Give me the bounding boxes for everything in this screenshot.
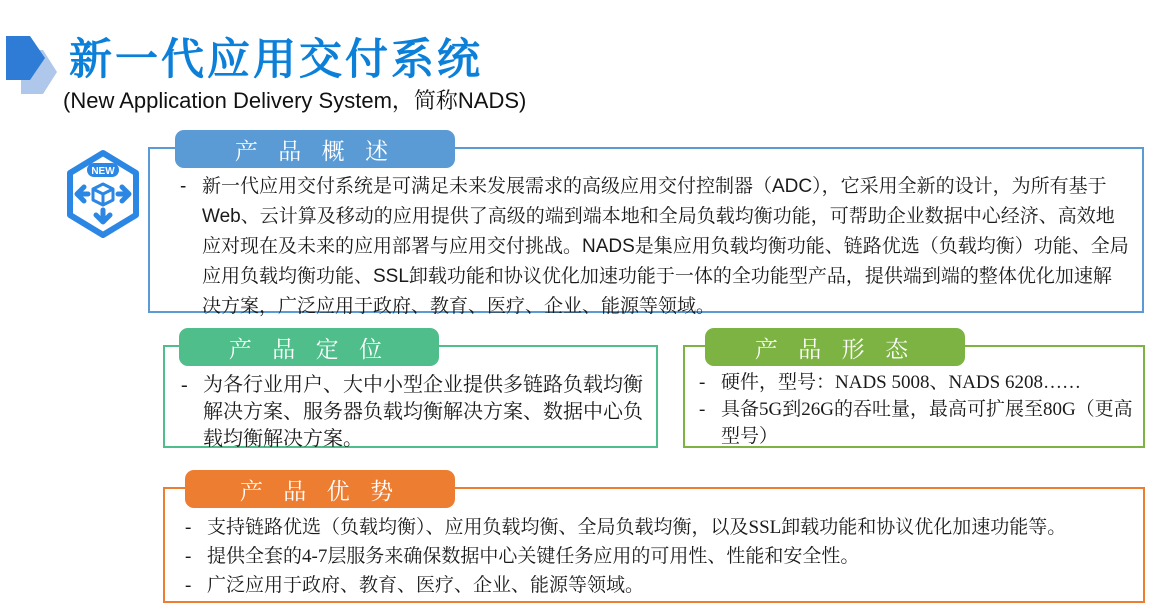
page-title: 新一代应用交付系统 [69,36,483,84]
bullet-item [699,396,1137,450]
new-product-hexagon-icon [64,149,142,239]
bullet-item [185,571,1135,600]
new-badge-label: NEW [91,166,115,177]
dash-bullet: - [185,575,192,596]
dash-bullet: - [699,372,706,393]
bullet-item [699,369,1137,396]
bullet-item [185,513,1135,542]
dash-bullet: - [699,399,706,420]
panel-product-positioning [163,335,658,450]
bullet-text: 为各行业用户、大中小型企业提供多链路负载均衡解决方案、服务器负载均衡解决方案、数据中心负载均衡解决方案。 [203,374,643,450]
bullet-text: 支持链路优选（负载均衡）、应用负载均衡、全局负载均衡，以及SSL卸载功能和协议优化加速功能等。 [207,517,1067,538]
bullet-text: 提供全套的4-7层服务来确保数据中心关键任务应用的可用性、性能和安全性。 [207,546,860,567]
dash-bullet: - [181,374,188,396]
panel-product-overview [148,137,1144,317]
product-positioning-header: 产 品 定 位 [179,328,439,366]
bullet-item [180,172,1130,322]
bullet-text: 广泛应用于政府、教育、医疗、企业、能源等领域。 [207,575,645,596]
bullet-item [185,542,1135,571]
dash-bullet: - [185,517,192,538]
panel-product-form [683,335,1145,448]
page-subtitle: (New Application Delivery System，简称NADS) [63,88,527,113]
bullet-text: 新一代应用交付系统是可满足未来发展需求的高级应用交付控制器（ADC），它采用全新的设计，为所有基于Web、云计算及移动的应用提供了高级的端到端本地和全局负载均衡功能，可帮助企业数据中心经济、高效地应对现在及未来的应用部署与应用交付挑战。NADS是集应用负载均衡功能、链路优选（负载均衡）功能、全局应用负载均衡功能、SSL卸载功能和协议优化加速功能于一体的全功能型产品，提供端到端的整体优化加速解决方案，广泛应用于政府、教育、医疗、企业、能源等领域。 [202,176,1129,317]
dash-bullet: - [180,176,187,197]
pentagon-arrow-icon [4,34,62,98]
bullet-text: 硬件，型号：NADS 5008、NADS 6208…… [721,372,1081,393]
dash-bullet: - [185,546,192,567]
product-overview-bullets [150,149,1142,322]
product-advantages-header: 产 品 优 势 [185,470,455,508]
product-overview-header: 产 品 概 述 [175,130,455,168]
bullet-text: 具备5G到26G的吞吐量，最高可扩展至80G（更高型号） [721,399,1133,447]
panel-product-advantages [163,477,1145,603]
product-form-header: 产 品 形 态 [705,328,965,366]
bullet-item [181,372,648,453]
